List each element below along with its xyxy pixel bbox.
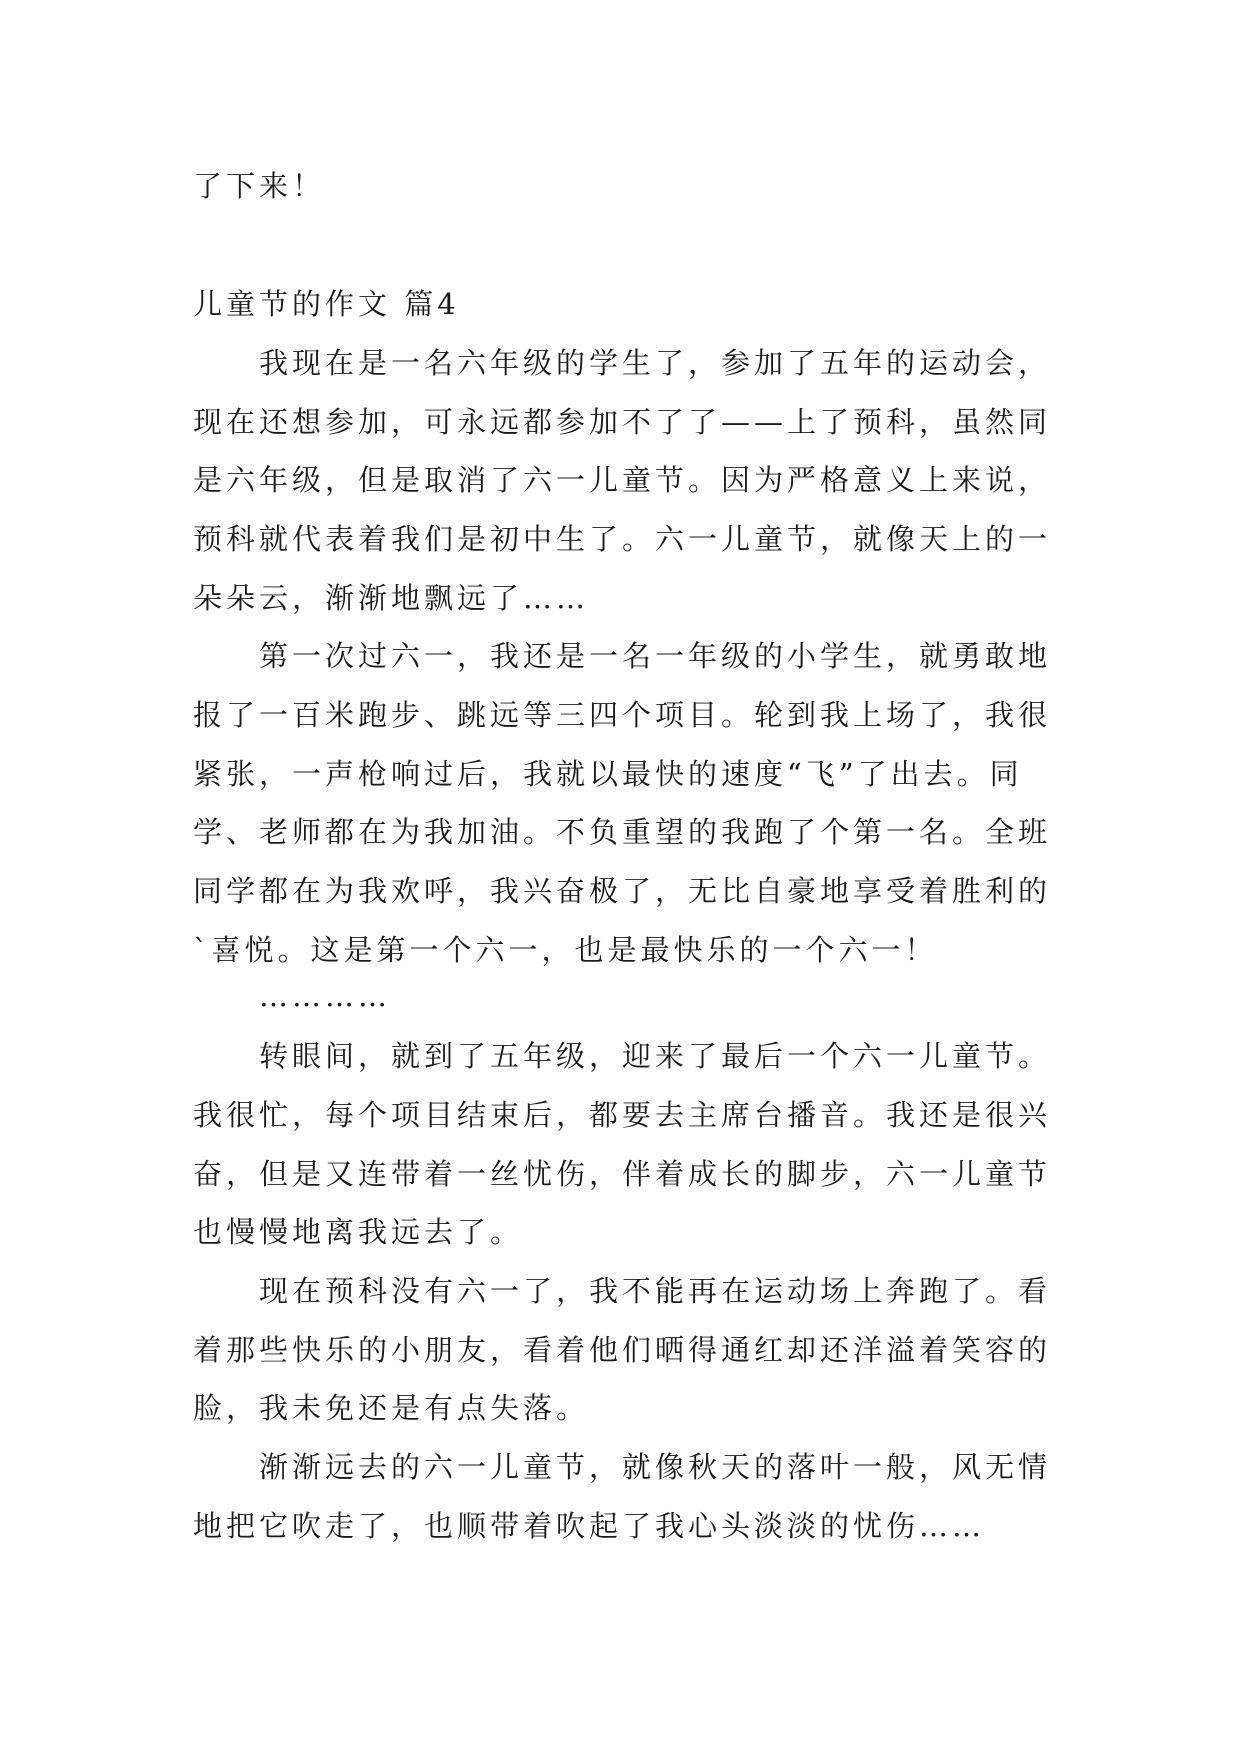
paragraph-line: 转眼间，就到了五年级，迎来了最后一个六一儿童节。 — [193, 1039, 1052, 1073]
paragraph-line: 地把它吹走了，也顺带着吹起了我心头淡淡的忧伤…… — [193, 1509, 986, 1543]
ellipsis-line: ………… — [193, 979, 392, 1013]
paragraph-line: 我现在是一名六年级的学生了，参加了五年的运动会， — [193, 346, 1052, 380]
paragraph-line: 报了一百米跑步、跳远等三四个项目。轮到我上场了，我很 — [193, 698, 1052, 732]
continuation-text: 了下来！ — [193, 169, 326, 203]
paragraph-line: 紧张，一声枪响过后，我就以最快的速度“飞”了出去。同 — [193, 757, 1023, 791]
essay-heading: 儿童节的作文 篇4 — [193, 287, 460, 321]
paragraph-line: 也慢慢地离我远去了。 — [193, 1215, 524, 1249]
paragraph-line: 现在还想参加，可永远都参加不了了——上了预科，虽然同 — [193, 405, 1052, 439]
paragraph-line: 现在预科没有六一了，我不能再在运动场上奔跑了。看 — [193, 1274, 1052, 1308]
paragraph-line: 是六年级，但是取消了六一儿童节。因为严格意义上来说， — [193, 463, 1052, 497]
paragraph-line: 渐渐远去的六一儿童节，就像秋天的落叶一般，风无情 — [193, 1450, 1052, 1484]
paragraph-line: 脸，我未免还是有点失落。 — [193, 1391, 590, 1425]
paragraph-line: 我很忙，每个项目结束后，都要去主席台播音。我还是很兴 — [193, 1098, 1052, 1132]
paragraph-line: 学、老师都在为我加油。不负重望的我跑了个第一名。全班 — [193, 815, 1052, 849]
paragraph-line: 朵朵云，渐渐地飘远了…… — [193, 581, 590, 615]
paragraph-line: 同学都在为我欢呼，我兴奋极了，无比自豪地享受着胜利的 — [193, 874, 1052, 908]
paragraph-line: `喜悦。这是第一个六一，也是最快乐的一个六一！ — [193, 933, 938, 967]
paragraph-line: 预科就代表着我们是初中生了。六一儿童节，就像天上的一 — [193, 522, 1052, 556]
paragraph-line: 着那些快乐的小朋友，看着他们晒得通红却还洋溢着笑容的 — [193, 1333, 1052, 1367]
paragraph-line: 奋，但是又连带着一丝忧伤，伴着成长的脚步，六一儿童节 — [193, 1157, 1052, 1191]
paragraph-line: 第一次过六一，我还是一名一年级的小学生，就勇敢地 — [193, 639, 1052, 673]
